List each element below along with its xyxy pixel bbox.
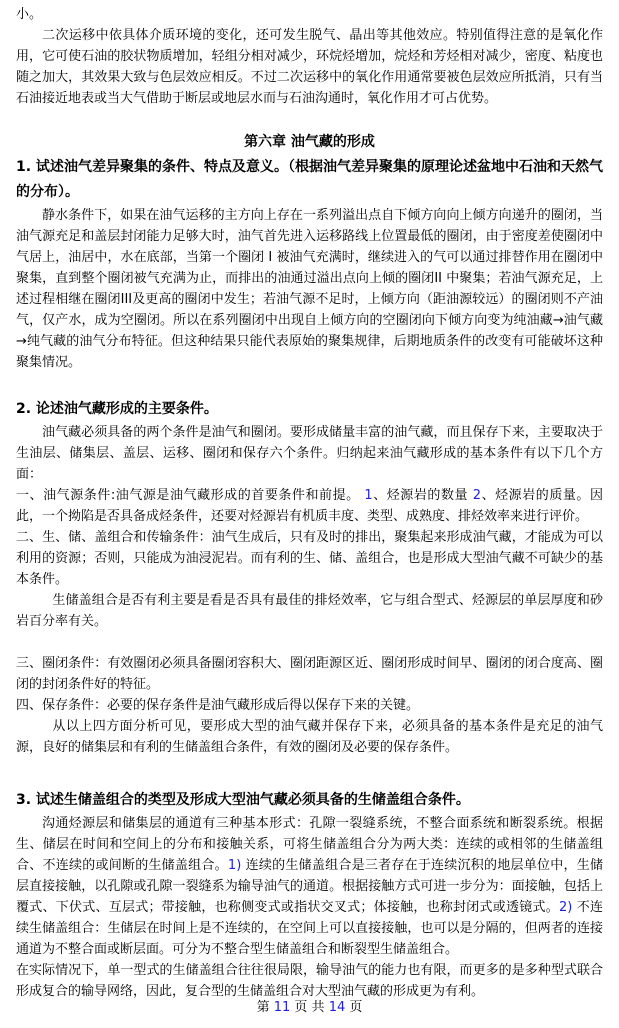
carryover-paragraph-tail: 小。 — [16, 7, 43, 22]
a2-source-number-1: 1 — [364, 488, 373, 503]
answer-2-trap-condition-paragraph: 三、圈闭条件：有效圈闭必须具备圈闭容积大、圈闭距源区近、圈闭形成时间早、圈闭的闭合度高、圈闭的封闭条件好的特征。 — [16, 656, 603, 692]
blank-line — [16, 109, 603, 130]
page-footer — [0, 997, 619, 1018]
blank-line — [16, 632, 603, 653]
answer-2-source-condition-paragraph — [16, 485, 603, 527]
a3-text: 不连续生储盖组合：生储层在时间上是不连续的，在空间上可以直接接触，也可以是分隔的，但两者的连接通道为不整合面或断层面。可分为不整合型生储盖组合和断裂型生储盖组合。 — [16, 900, 603, 957]
footer-total-pages: 14 — [328, 1000, 346, 1015]
answer-2-summary-paragraph: 从以上四方面分析可见，要形成大型的油气藏并保存下来，必须具备的基本条件是充足的油气源，良好的储集层和有利的生储盖组合条件，有效的圈闭及必要的保存条件。 — [16, 719, 603, 755]
footer-page-number: 11 — [273, 1000, 291, 1015]
answer-3-final-paragraph: 在实际情况下，单一型式的生储盖组合往往很局限，输导油气的能力也有限，而更多的是多种型式联合形成复合的输导网络，因此，复合型的生储盖组合对大型油气藏的形成更为有利。 — [16, 963, 603, 999]
a3-text: 连续的生储盖组合是三者存在于连续沉积的地层单位中，生储层直接接触，以孔隙或孔隙一裂缝系为输导油气的通道。根据接触方式可进一步分为：面接触，包括上覆式、下伏式、互层式；带接触，也称侧变式或指状交叉式；体接触，也称封闭式或透镜式。 — [16, 858, 603, 915]
question-2-heading: 2. 论述油气藏形成的主要条件。 — [16, 401, 218, 417]
answer-1-paragraph: 静水条件下，如果在油气运移的主方向上存在一系列溢出点自下倾方向向上倾方向递升的圈闭，当油气源充足和盖层封闭能力足够大时，油气首先进入运移路线上位置最低的圈闭，由于密度差使圈闭中气居上，油居中，水在底部，当第一个圈闭 I 被油气充满时，继续进入的气可以通过排替作用在圈闭中聚集，直到整个圈闭被气充满为止，而排出的油通过溢出点向上倾的圈闭II 中聚集；若油气源充足，上述过程相继在圈闭III及更高的圈闭中发生；若油气源不足时，上倾方向（距油源较远）的圈闭则不产油气，仅产水，成为空圈闭。所以在系列圈闭中出现自上倾方向的空圈闭向下倾方向变为纯油藏→油气藏→纯气藏的油气分布特征。但这种结果只能代表原始的聚集规律，后期地质条件的改变有可能破坏这种聚集情况。 — [16, 208, 603, 370]
a3-text: 沟通烃源层和储集层的通道有三种基本形式：孔隙一裂缝系统，不整合面系统和断裂系统。根据生、储层在时间和空间上的分布和接触关系，可将生储盖组合分为两大类：连续的或相邻的生储盖组合、不连续的或间断的生储盖组合。 — [16, 816, 603, 873]
answer-2-preservation-paragraph: 四、保存条件：必要的保存条件是油气藏形成后得以保存下来的关键。 — [16, 698, 420, 713]
chapter-heading: 第六章 油气藏的形成 — [244, 134, 375, 150]
footer-text: 页 共 — [290, 1000, 329, 1015]
blank-line — [16, 758, 603, 788]
blank-line — [16, 373, 603, 397]
secondary-migration-paragraph: 二次运移中依具体介质环境的变化，还可发生脱气、晶出等其他效应。特别值得注意的是氧化作用，它可使石油的胶状物质增加，轻组分相对减少，环烷烃增加，烷烃和芳烃相对减少，密度、粘度也随之加大，其效果大致与色层效应相反。不过二次运移中的氧化作用通常要被色层效应所抵消，只有当石油接近地表或当大气借助于断层或地层水而与石油沟通时，氧化作用才可占优势。 — [16, 28, 603, 106]
a2-source-text: 、烃源岩的质量。因此，一个拗陷是否具备成烃条件，还要对烃源岩有机质丰度、类型、成熟度、排烃效率来进行评价。 — [16, 488, 603, 524]
question-1-heading: 1. 试述油气差异聚集的条件、特点及意义。（根据油气差异聚集的原理论述盆地中石油和天然气的分布）。 — [16, 159, 603, 200]
answer-2-intro-paragraph: 油气藏必须具备的两个条件是油气和圈闭。要形成储量丰富的油气藏，而且保存下来，主要取决于生油层、储集层、盖层、运移、圈闭和保存六个条件。归纳起来油气藏形成的基本条件有以下几个方面： — [16, 425, 603, 482]
question-3-heading: 3. 试述生储盖组合的类型及形成大型油气藏必须具备的生储盖组合条件。 — [16, 792, 470, 808]
a2-source-text: 、烃源岩的数量 — [372, 488, 473, 503]
a2-source-text: 一、油气源条件:油气源是油气藏形成的首要条件和前提。 — [16, 488, 365, 503]
answer-3-paragraph — [16, 813, 603, 960]
a2-source-number-2: 2 — [472, 488, 482, 503]
footer-text: 页 — [345, 1000, 363, 1015]
answer-2-combination-paragraph: 二、生、储、盖组合和传输条件：油气生成后，只有及时的排出，聚集起来形成油气藏，才能成为可以利用的资源；否则，只能成为油浸泥岩。而有利的生、储、盖组合，也是形成大型油气藏不可缺少的基本条件。 — [16, 530, 603, 587]
footer-text: 第 — [256, 1000, 274, 1015]
a3-list-number-2: 2) — [559, 900, 573, 915]
answer-2-combination-note-paragraph: 生储盖组合是否有利主要是看是否具有最佳的排烃效率，它与组合型式、烃源层的单层厚度和砂岩百分率有关。 — [16, 593, 603, 629]
a3-list-number-1: 1) — [227, 858, 242, 873]
